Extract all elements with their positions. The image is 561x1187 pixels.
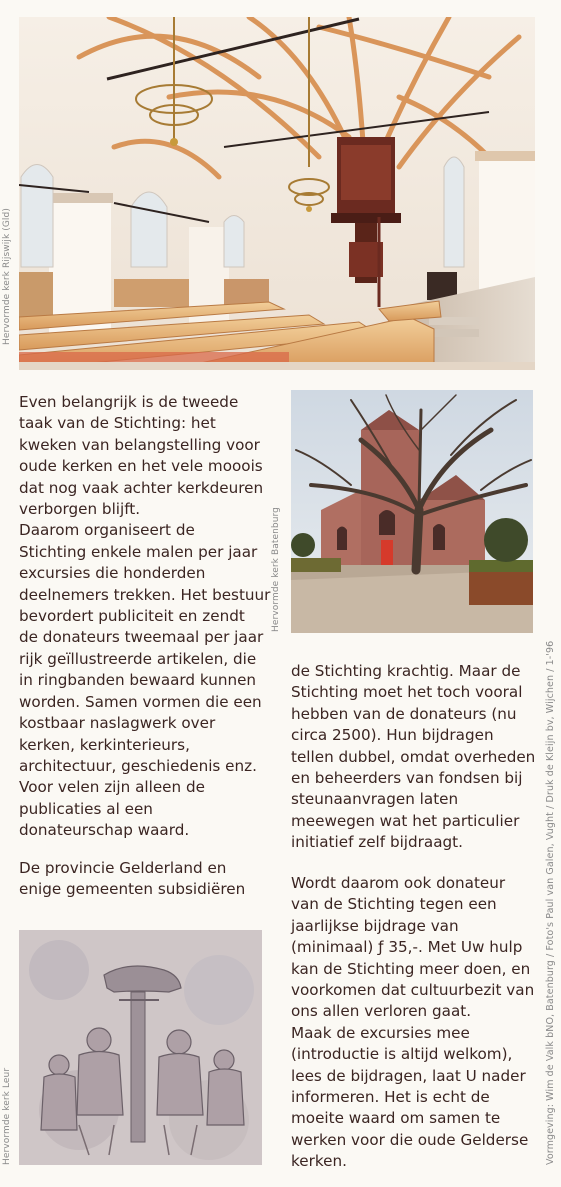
right-column-paragraph-1: de Stichting krachtig. Maar de Stichting moet het toch vooral hebben van de donateurs (nu circa 2500). Hun bijdragen tellen dubbel, omdat overheden en beheerders van fondsen bij steunaanvragen laten meewegen wat het particulier initiatief zelf bijdraagt. <box>291 662 536 852</box>
wall-painting-illustration <box>19 930 262 1165</box>
left-column-paragraph-2: De provincie Gelderland en enige gemeenten subsidiëren <box>19 859 246 899</box>
credits-caption: Vormgeving: Wim de Valk bNO, Batenburg / Foto's Paul van Galen, Vught / Druk de Kleijn bv, Wijchen / 1-'96 <box>545 640 556 1165</box>
right-column-paragraph-2: Wordt daarom ook donateur van de Stichting tegen een jaarlijkse bijdrage van (minimaal) ƒ 35,-. Met Uw hulp kan de Stichting meer doen, en voorkomen dat cultuurbezit van ons allen verloren gaat. Maak de excursies mee (introductie is altijd welkom), lees de bijdragen, laat U nader informeren. Het is echt de moeite waard om samen te werken voor die oude Gelderse kerken. <box>291 874 535 1171</box>
church-exterior-photo <box>291 390 533 633</box>
church-interior-photo <box>19 17 535 370</box>
left-column-paragraph-1: Even belangrijk is de tweede taak van de Stichting: het kweken van belangstelling voor oude kerken en het vele mooois dat nog vaak achter kerkdeuren verborgen blijft. Daarom organiseert de Stichting enkele malen per jaar excursies die honderden deelnemers trekken. Het bestuur bevordert publiciteit en zendt de donateurs tweemaal per jaar rijk geïllustreerde artikelen, die in ringbanden bewaard kunnen worden. Samen vormen die een kostbaar naslagwerk over kerken, kerkinterieurs, architectuur, geschiedenis enz. Voor velen zijn alleen de publicaties al een donateurschap waard. <box>19 393 271 840</box>
church-exterior-illustration <box>291 390 533 633</box>
bottom-photo-caption: Hervormde kerk Leur <box>2 1067 12 1165</box>
middle-photo-caption: Hervormde kerk Batenburg <box>271 507 281 632</box>
church-interior-illustration <box>19 17 535 370</box>
wall-painting-photo <box>19 930 262 1165</box>
top-photo-caption: Hervormde kerk Rijswijk (Gld) <box>2 208 12 345</box>
